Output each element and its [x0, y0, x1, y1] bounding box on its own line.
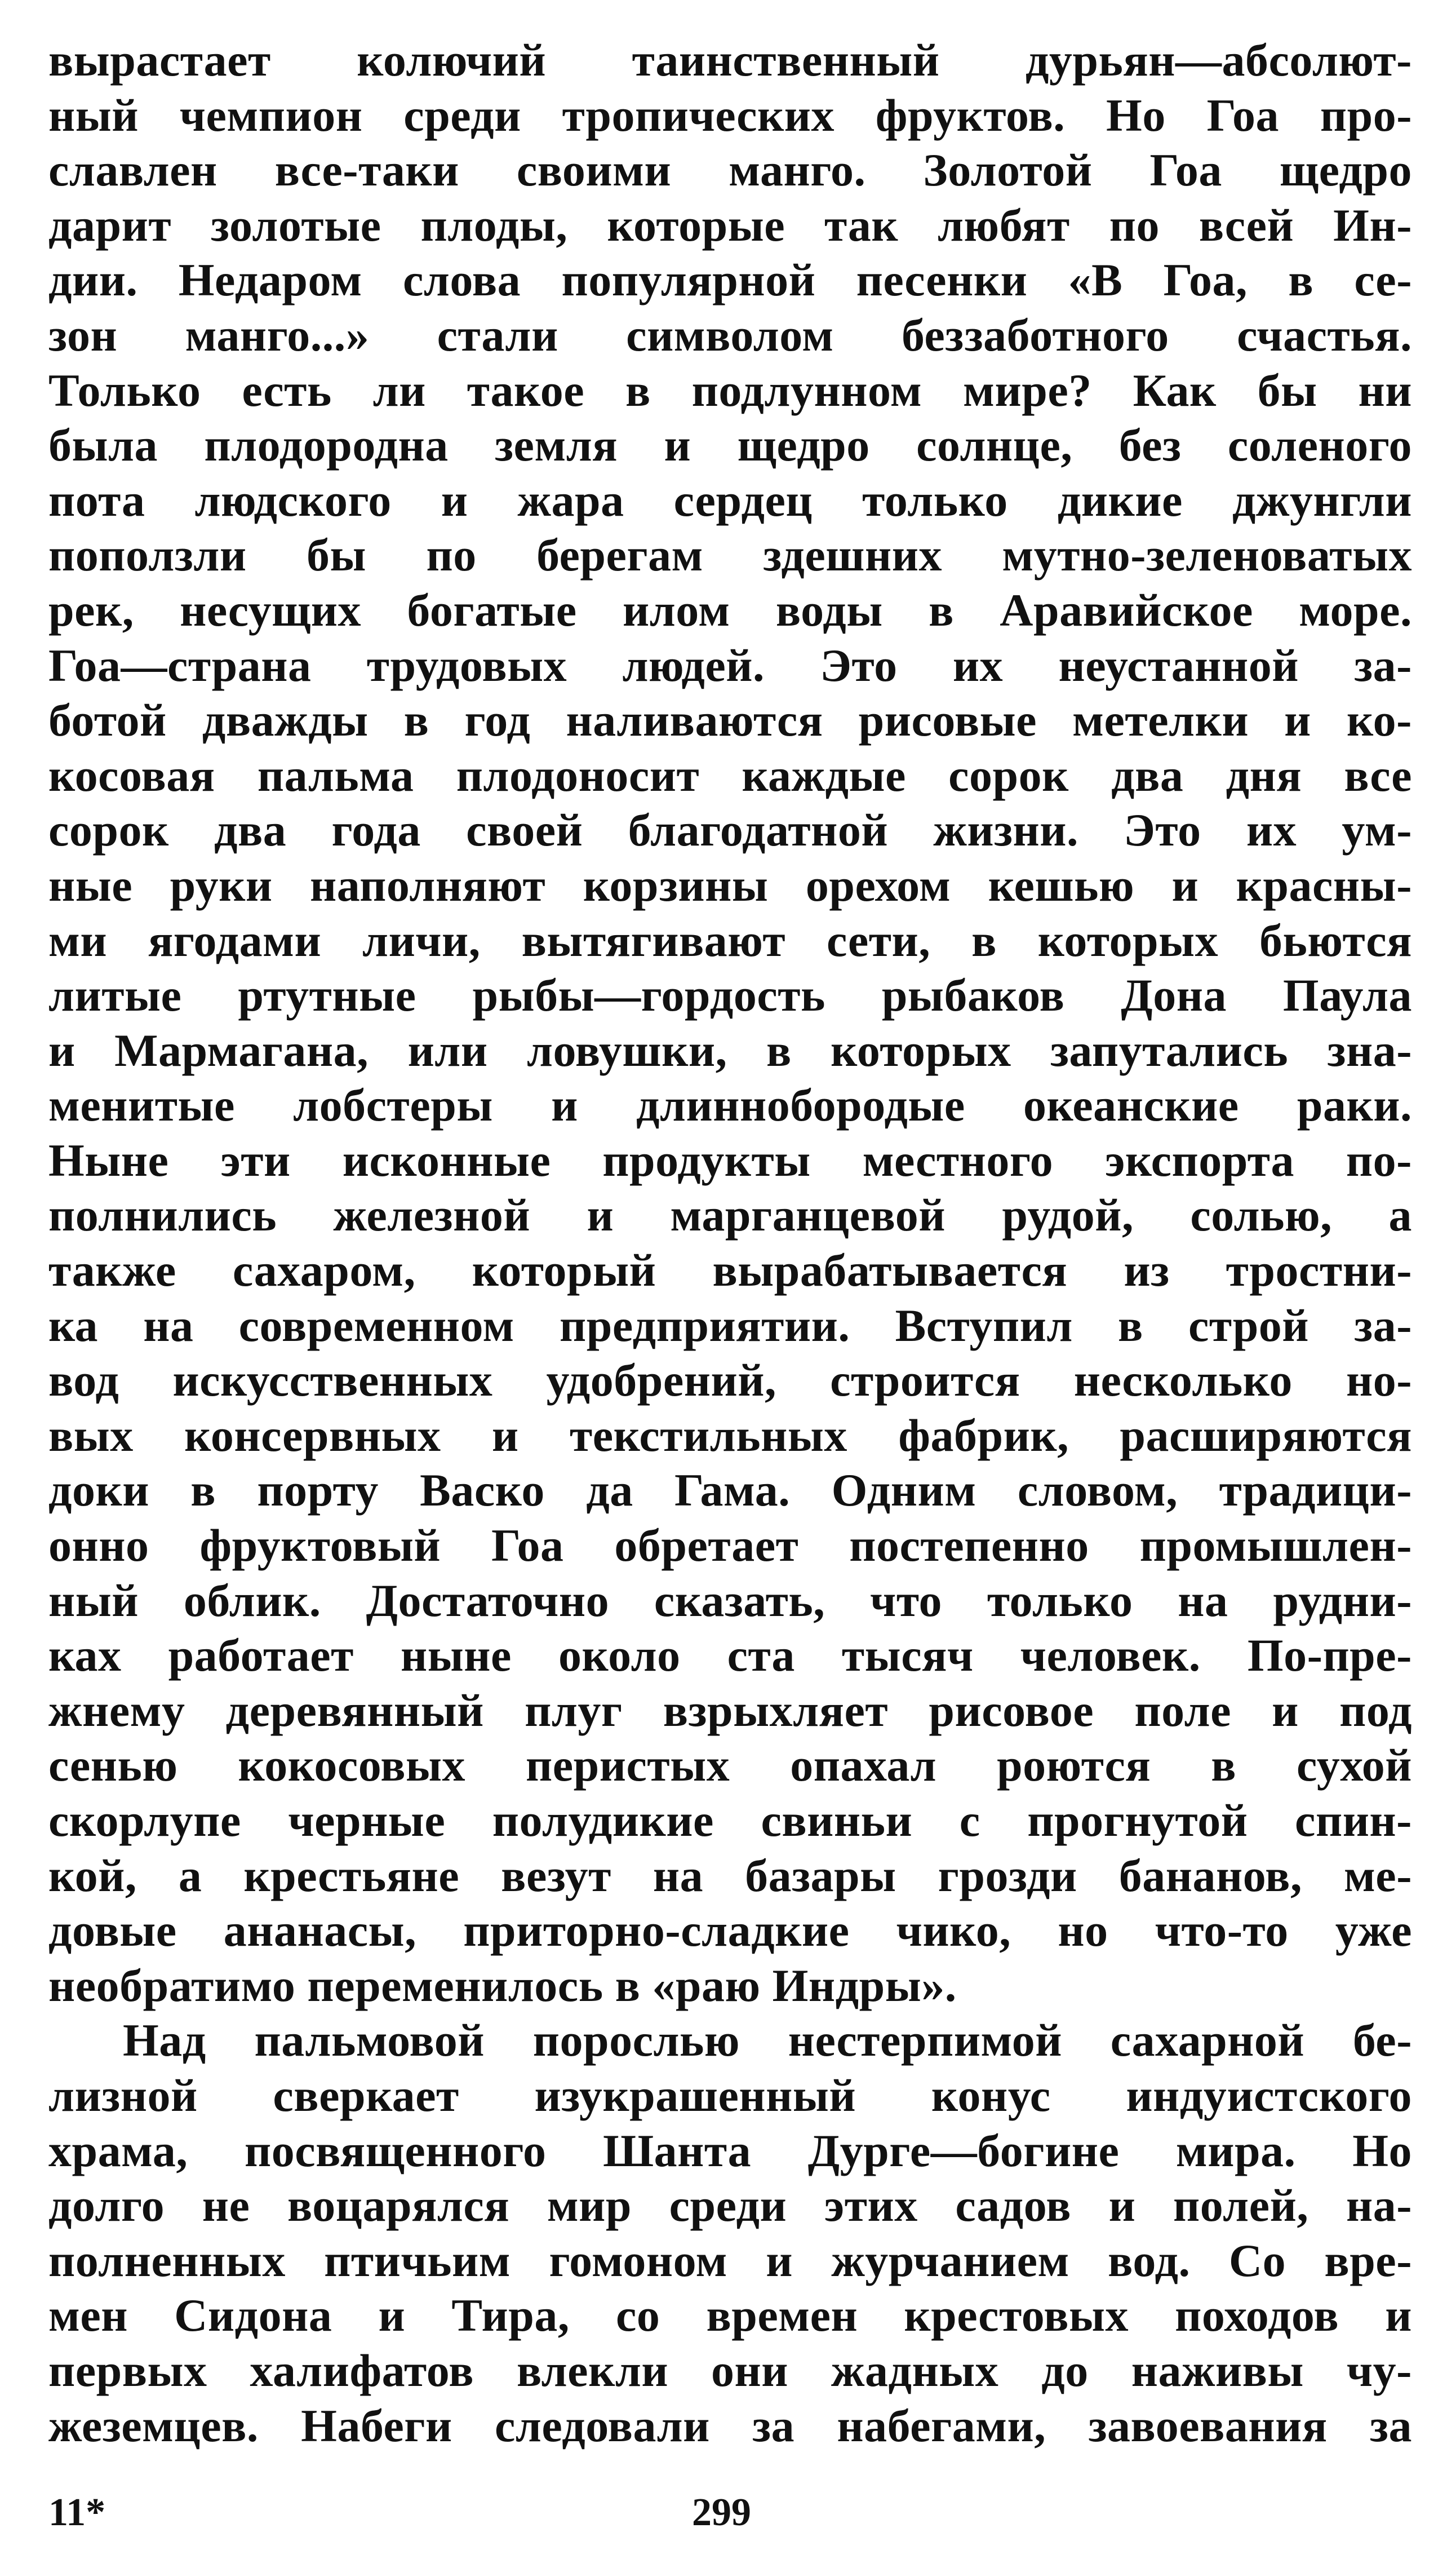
text-line: сорок два года своей благодатной жизни. Это их ум- — [48, 804, 1412, 856]
text-line: онно фруктовый Гоа обретает постепенно промышлен- — [48, 1520, 1412, 1571]
text-line: Гоа—страна трудовых людей. Это их неустанной за- — [48, 639, 1412, 691]
text-line: ный чемпион среди тропических фруктов. Но Гоа про- — [48, 89, 1412, 141]
body-text — [48, 33, 1412, 2453]
text-line: косовая пальма плодоносит каждые сорок два дня все — [48, 749, 1412, 801]
text-line: мен Сидона и Тира, со времен крестовых походов и — [48, 2290, 1412, 2341]
text-line: лизной сверкает изукрашенный конус индуистского — [48, 2069, 1412, 2121]
text-line: была плодородна земля и щедро солнце, без соленого — [48, 419, 1412, 471]
text-line: Над пальмовой порослью нестерпимой сахарной бе- — [123, 2015, 1412, 2066]
text-line: также сахаром, который вырабатывается из тростни- — [48, 1245, 1412, 1296]
text-line: полненных птичьим гомоном и журчанием вод. Со вре- — [48, 2234, 1412, 2286]
text-line: храма, посвященного Шанта Дурге—богине мира. Но — [48, 2124, 1412, 2176]
text-line: менитые лобстеры и длиннобородые океанские раки. — [48, 1079, 1412, 1131]
text-line: вод искусственных удобрений, строится несколько но- — [48, 1354, 1412, 1406]
text-line: зон манго...» стали символом беззаботного счастья. — [48, 309, 1412, 361]
text-line: полнились железной и марганцевой рудой, солью, а — [48, 1189, 1412, 1241]
text-line: сенью кокосовых перистых опахал роются в сухой — [48, 1739, 1412, 1791]
text-line: рек, несущих богатые илом воды в Аравийское море. — [48, 584, 1412, 636]
text-line: ках работает ныне около ста тысяч человек. По-пре- — [48, 1630, 1412, 1681]
text-line: первых халифатов влекли они жадных до наживы чу- — [48, 2344, 1412, 2396]
text-line: довые ананасы, приторно-сладкие чико, но что-то уже — [48, 1905, 1412, 1956]
text-line: вых консервных и текстильных фабрик, расширяются — [48, 1409, 1412, 1461]
text-line: необратимо переменилось в «раю Индры». — [48, 1959, 957, 2011]
text-line: дии. Недаром слова популярной песенки «В Гоа, в се- — [48, 254, 1412, 306]
text-line: литые ртутные рыбы—гордость рыбаков Дона Паула — [48, 969, 1412, 1021]
text-line: жнему деревянный плуг взрыхляет рисовое поле и под — [48, 1684, 1412, 1736]
text-line: поползли бы по берегам здешних мутно-зеленоватых — [48, 529, 1412, 581]
text-line: ный облик. Достаточно сказать, что только на рудни- — [48, 1574, 1412, 1626]
page-number: 299 — [692, 2491, 751, 2534]
text-line: пота людского и жара сердец только дикие джунгли — [48, 474, 1412, 526]
text-line: Ныне эти исконные продукты местного экспорта по- — [48, 1134, 1412, 1186]
text-line: ботой дважды в год наливаются рисовые метелки и ко- — [48, 694, 1412, 746]
text-line: Только есть ли такое в подлунном мире? Как бы ни — [48, 364, 1412, 416]
text-line: ми ягодами личи, вытягивают сети, в которых бьются — [48, 914, 1412, 966]
text-line: дарит золотые плоды, которые так любят по всей Ин- — [48, 199, 1412, 251]
signature-mark: 11* — [48, 2491, 106, 2534]
text-line: вырастает колючий таинственный дурьян—абсолют- — [48, 34, 1412, 86]
text-line: кой, а крестьяне везут на базары грозди бананов, ме- — [48, 1849, 1412, 1901]
text-line: и Мармагана, или ловушки, в которых запутались зна- — [48, 1024, 1412, 1076]
text-line: долго не воцарялся мир среди этих садов и полей, на- — [48, 2180, 1412, 2232]
text-line: жеземцев. Набеги следовали за набегами, завоевания за — [48, 2399, 1412, 2451]
text-line: скорлупе черные полудикие свиньи с прогнутой спин- — [48, 1795, 1412, 1846]
text-line: ные руки наполняют корзины орехом кешью и красны- — [48, 859, 1412, 911]
text-line: славлен все-таки своими манго. Золотой Гоа щедро — [48, 144, 1412, 196]
text-line: доки в порту Васко да Гама. Одним словом, традици- — [48, 1464, 1412, 1516]
text-line: ка на современном предприятии. Вступил в строй за- — [48, 1299, 1412, 1351]
page-footer — [0, 2490, 1456, 2541]
